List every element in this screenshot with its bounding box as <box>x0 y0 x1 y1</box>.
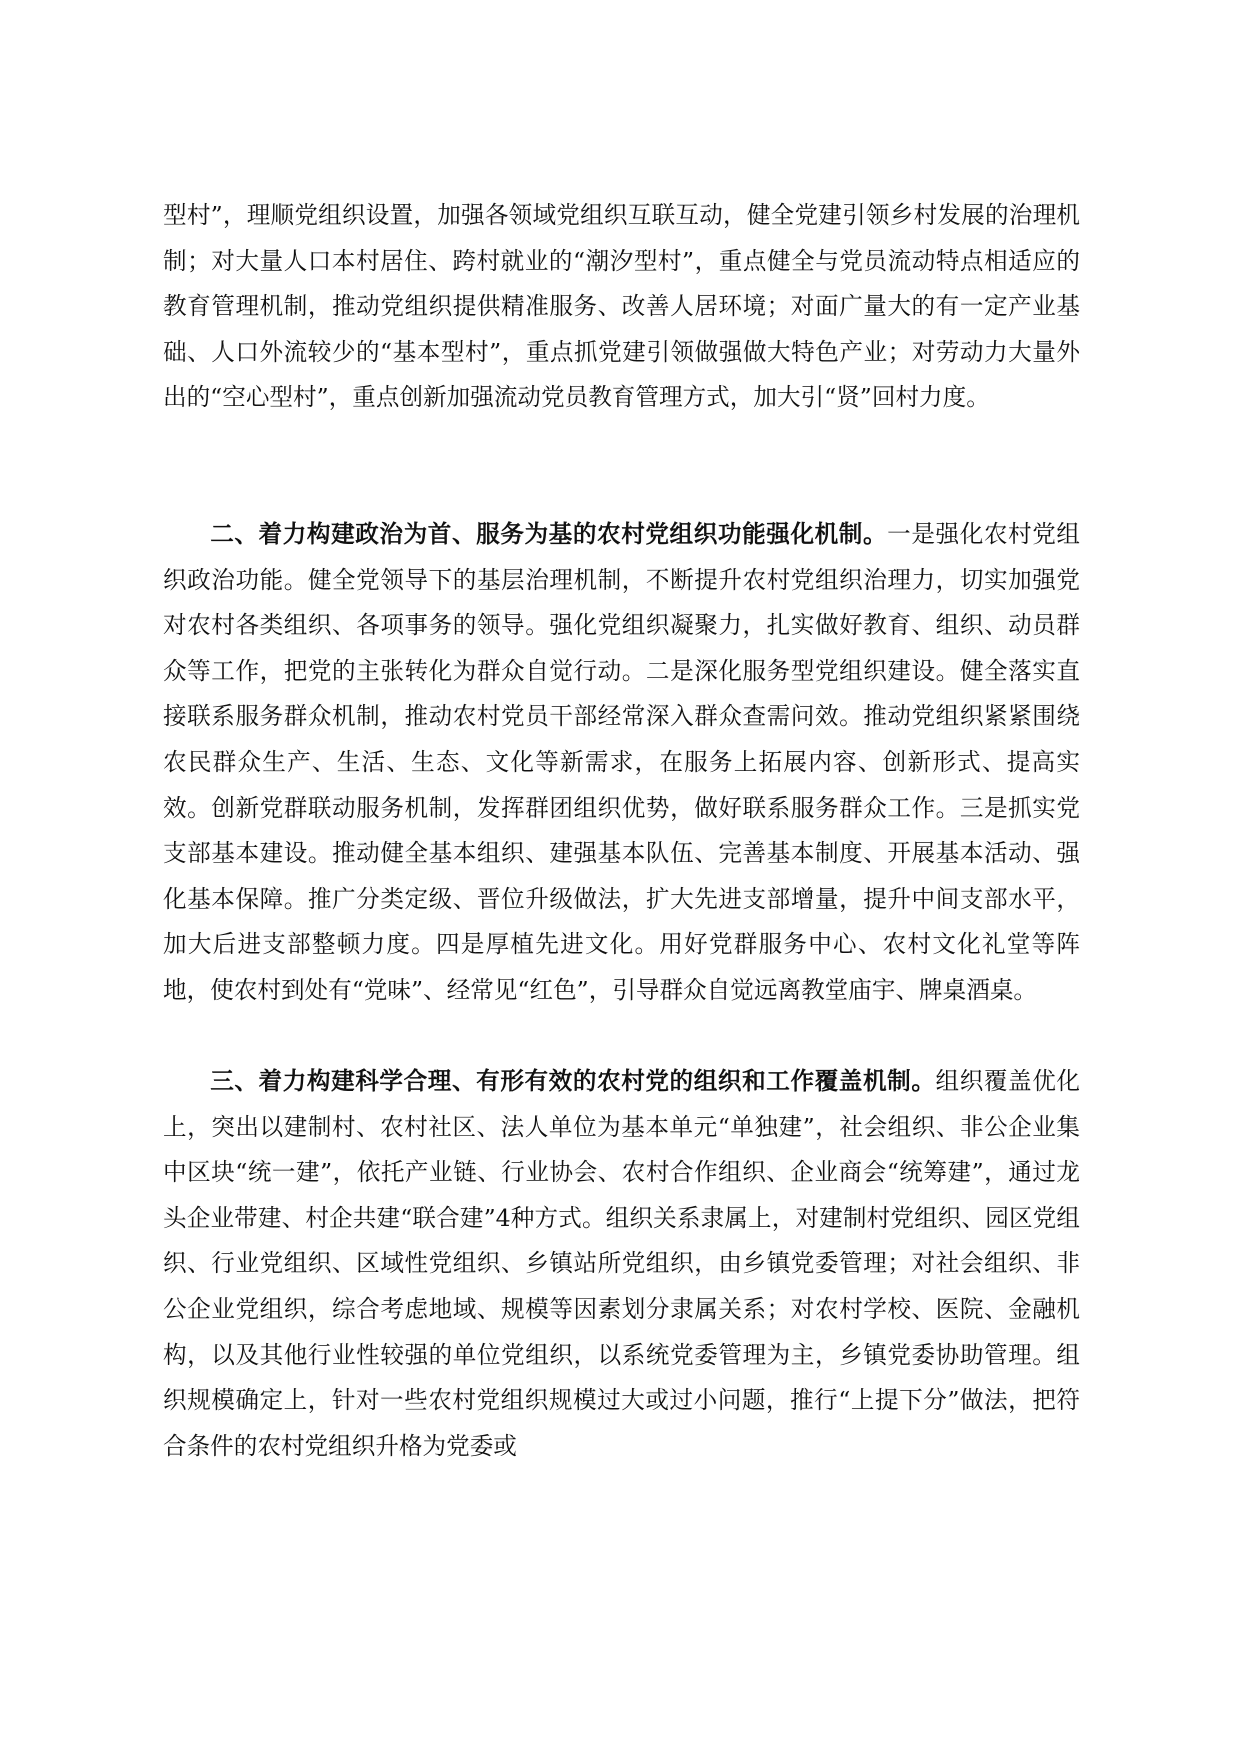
paragraph-continued <box>163 193 1080 421</box>
paragraph-text <box>163 512 1080 1014</box>
paragraph-text <box>163 1059 1080 1469</box>
paragraph-text: 型村”，理顺党组织设置，加强各领域党组织互联互动，健全党建引领乡村发展的治理机制；对大量人口本村居住、跨村就业的“潮汐型村”，重点健全与党员流动特点相适应的教育管理机制，推动党组织提供精准服务、改善人居环境；对面广量大的有一定产业基础、人口外流较少的“基本型村”，重点抓党建引领做强做大特色产业；对劳动力大量外出的“空心型村”，重点创新加强流动党员教育管理方式，加大引“贤”回村力度。 <box>163 201 1080 412</box>
section-heading: 三、着力构建科学合理、有形有效的农村党的组织和工作覆盖机制。 <box>210 1067 936 1095</box>
paragraph-section-three <box>163 1059 1080 1469</box>
section-heading: 二、着力构建政治为首、服务为基的农村党组织功能强化机制。 <box>210 520 888 548</box>
section-body: 一是强化农村党组织政治功能。健全党领导下的基层治理机制，不断提升农村党组织治理力，切实加强党对农村各类组织、各项事务的领导。强化党组织凝聚力，扎实做好教育、组织、动员群众等工作，把党的主张转化为群众自觉行动。二是深化服务型党组织建设。健全落实直接联系服务群众机制，推动农村党员干部经常深入群众查需问效。推动党组织紧紧围绕农民群众生产、生活、生态、文化等新需求，在服务上拓展内容、创新形式、提高实效。创新党群联动服务机制，发挥群团组织优势，做好联系服务群众工作。三是抓实党支部基本建设。推动健全基本组织、建强基本队伍、完善基本制度、开展基本活动、强化基本保障。推广分类定级、晋位升级做法，扩大先进支部增量，提升中间支部水平，加大后进支部整顿力度。四是厚植先进文化。用好党群服务中心、农村文化礼堂等阵地，使农村到处有“党味”、经常见“红色”，引导群众自觉远离教堂庙宇、牌桌酒桌。 <box>163 520 1081 1004</box>
section-body: 组织覆盖优化上，突出以建制村、农村社区、法人单位为基本单元“单独建”，社会组织、非公企业集中区块“统一建”，依托产业链、行业协会、农村合作组织、企业商会“统筹建”，通过龙头企业带建、村企共建“联合建”4种方式。组织关系隶属上，对建制村党组织、园区党组织、行业党组织、区域性党组织、乡镇站所党组织，由乡镇党委管理；对社会组织、非公企业党组织，综合考虑地域、规模等因素划分隶属关系；对农村学校、医院、金融机构，以及其他行业性较强的单位党组织，以系统党委管理为主，乡镇党委协助管理。组织规模确定上，针对一些农村党组织规模过大或过小问题，推行“上提下分”做法，把符合条件的农村党组织升格为党委或 <box>163 1067 1080 1460</box>
paragraph-section-two <box>163 512 1080 1014</box>
